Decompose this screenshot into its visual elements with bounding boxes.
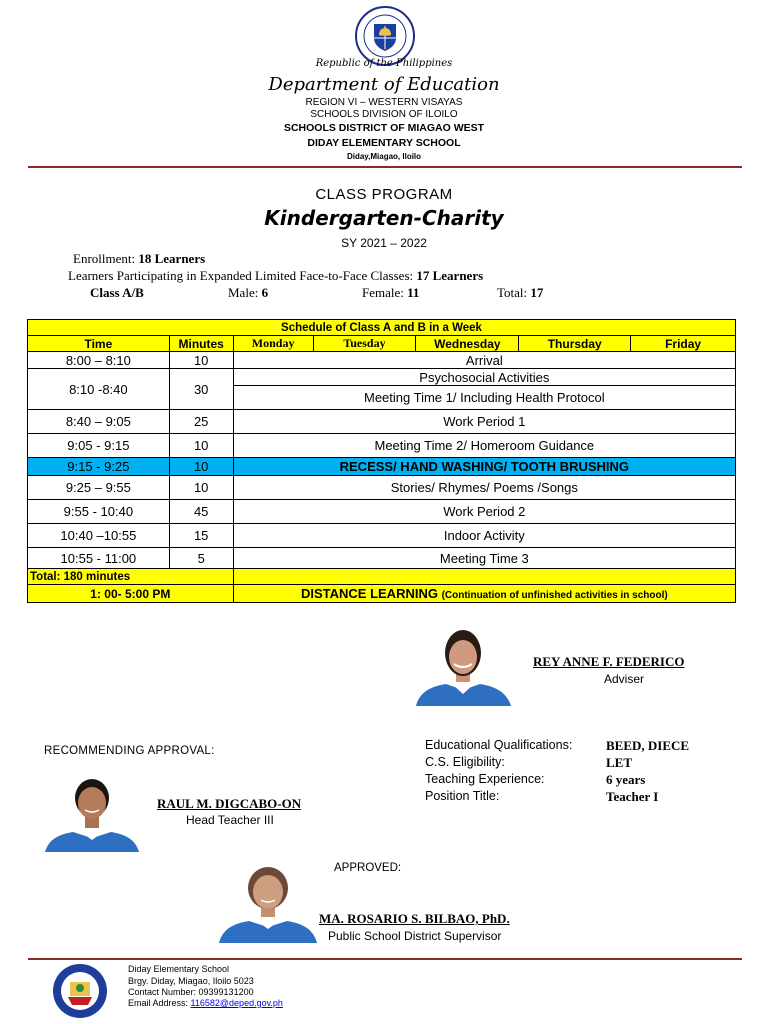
table-row <box>28 352 736 369</box>
row-minutes: 45 <box>169 500 233 524</box>
enrollment-label: Enrollment: <box>73 251 136 266</box>
header-rule <box>28 166 742 168</box>
header-thursday: Thursday <box>519 336 631 352</box>
row-activity: Psychosocial Activities <box>233 369 735 386</box>
schedule-title-row <box>28 320 736 336</box>
elfc-line <box>68 268 483 284</box>
qual-position-label: Position Title: <box>425 789 500 803</box>
footer-contact: Contact Number: 09399131200 <box>128 987 254 997</box>
row-time: 10:40 –10:55 <box>28 524 170 548</box>
adviser-photo <box>416 620 511 706</box>
total-minutes: Total: 180 minutes <box>28 569 234 585</box>
elfc-label: Learners Participating in Expanded Limited Face-to-Face Classes: <box>68 268 414 283</box>
row-minutes: 10 <box>169 352 233 369</box>
footer-email-link[interactable]: 116582@deped.gov.ph <box>190 998 283 1008</box>
row-activity: Meeting Time 2/ Homeroom Guidance <box>233 434 735 458</box>
female-label: Female: <box>362 285 404 300</box>
qual-experience-label: Teaching Experience: <box>425 772 545 786</box>
row-activity: Work Period 2 <box>233 500 735 524</box>
distance-learning-label: DISTANCE LEARNING <box>300 586 438 601</box>
supervisor-name: MA. ROSARIO S. BILBAO, PhD. <box>319 911 510 926</box>
schedule-title: Schedule of Class A and B in a Week <box>28 320 736 336</box>
total-count <box>497 285 543 301</box>
qual-education-label: Educational Qualifications: <box>425 738 573 752</box>
footer-address: Brgy. Diday, Miagao, Iloilo 5023 <box>128 976 254 986</box>
female-value: 11 <box>407 285 420 300</box>
region-line: REGION VI – WESTERN VISAYAS <box>305 97 463 108</box>
row-minutes: 10 <box>169 476 233 500</box>
afternoon-row <box>28 585 736 603</box>
header-friday: Friday <box>631 336 736 352</box>
female-count <box>362 285 419 301</box>
qual-education-value: BEED, DIECE <box>606 738 690 753</box>
school-logo-icon <box>44 963 116 1019</box>
school-year: SY 2021 – 2022 <box>341 236 427 250</box>
male-label: Male: <box>228 285 259 300</box>
head-teacher-name: RAUL M. DIGCABO-ON <box>157 796 302 811</box>
row-time: 9:15 - 9:25 <box>28 458 170 476</box>
row-minutes: 10 <box>169 458 233 476</box>
republic-line: Republic of the Philippines <box>315 58 453 69</box>
table-row <box>28 548 736 569</box>
enrollment-line <box>73 251 205 267</box>
row-activity: Work Period 1 <box>233 410 735 434</box>
row-minutes: 5 <box>169 548 233 569</box>
head-teacher-photo <box>45 768 139 852</box>
qual-eligibility-value: LET <box>606 755 633 770</box>
footer-email-line <box>128 998 283 1008</box>
row-time: 8:40 – 9:05 <box>28 410 170 434</box>
total-label: Total: <box>497 285 528 300</box>
qual-experience-value: 6 years <box>606 772 646 787</box>
enrollment-value: 18 Learners <box>138 251 206 266</box>
qual-position-value: Teacher I <box>606 789 659 804</box>
school-address: Diday,Miagao, Iloilo <box>346 152 422 161</box>
row-activity: Arrival <box>233 352 735 369</box>
row-time: 10:55 - 11:00 <box>28 548 170 569</box>
table-row <box>28 476 736 500</box>
header-time: Time <box>28 336 170 352</box>
school-name: DIDAY ELEMENTARY SCHOOL <box>307 137 461 149</box>
row-activity: Meeting Time 3 <box>233 548 735 569</box>
qual-eligibility-label: C.S. Eligibility: <box>425 755 505 769</box>
table-row <box>28 410 736 434</box>
supervisor-photo <box>219 855 317 943</box>
table-row <box>28 434 736 458</box>
distance-learning-cell <box>233 585 735 603</box>
deped-seal-icon <box>352 6 418 66</box>
head-teacher-role: Head Teacher III <box>186 813 274 827</box>
row-time: 9:05 - 9:15 <box>28 434 170 458</box>
district-line: SCHOOLS DISTRICT OF MIAGAO WEST <box>283 122 485 134</box>
table-row <box>28 524 736 548</box>
table-row <box>28 500 736 524</box>
row-time: 9:25 – 9:55 <box>28 476 170 500</box>
row-activity: Indoor Activity <box>233 524 735 548</box>
header-minutes: Minutes <box>169 336 233 352</box>
header-tuesday: Tuesday <box>313 336 416 352</box>
row-minutes: 15 <box>169 524 233 548</box>
supervisor-role: Public School District Supervisor <box>328 929 502 943</box>
footer-school: Diday Elementary School <box>128 964 230 974</box>
total-row-empty <box>233 569 735 585</box>
approved-label: APPROVED: <box>334 862 402 874</box>
table-row-recess <box>28 458 736 476</box>
total-row <box>28 569 736 585</box>
total-value: 17 <box>530 285 544 300</box>
class-subtitle: Kindergarten-Charity <box>264 206 504 230</box>
row-time: 8:10 -8:40 <box>28 369 170 410</box>
header-wednesday: Wednesday <box>416 336 519 352</box>
schedule-table <box>27 319 736 603</box>
male-count <box>228 285 268 301</box>
table-row <box>28 369 736 386</box>
male-value: 6 <box>261 285 269 300</box>
class-label: Class A/B <box>90 285 144 300</box>
department-name: Department of Education <box>268 74 500 95</box>
row-activity-2: Meeting Time 1/ Including Health Protocol <box>233 386 735 410</box>
class-program-title: CLASS PROGRAM <box>315 186 453 203</box>
adviser-name: REY ANNE F. FEDERICO <box>533 654 685 669</box>
recommending-label: RECOMMENDING APPROVAL: <box>44 745 215 757</box>
row-activity: Stories/ Rhymes/ Poems /Songs <box>233 476 735 500</box>
elfc-value: 17 Learners <box>416 268 484 283</box>
header-monday: Monday <box>233 336 313 352</box>
schedule-header-row <box>28 336 736 352</box>
row-time: 9:55 - 10:40 <box>28 500 170 524</box>
row-activity: RECESS/ HAND WASHING/ TOOTH BRUSHING <box>233 458 735 476</box>
row-minutes: 30 <box>169 369 233 410</box>
row-minutes: 10 <box>169 434 233 458</box>
division-line: SCHOOLS DIVISION OF ILOILO <box>310 109 458 120</box>
row-minutes: 25 <box>169 410 233 434</box>
distance-learning-note: (Continuation of unfinished activities in school) <box>441 590 668 601</box>
footer-rule <box>28 958 742 960</box>
footer-email-label: Email Address: <box>128 998 189 1008</box>
afternoon-time: 1: 00- 5:00 PM <box>28 585 234 603</box>
adviser-role: Adviser <box>604 672 645 686</box>
row-time: 8:00 – 8:10 <box>28 352 170 369</box>
